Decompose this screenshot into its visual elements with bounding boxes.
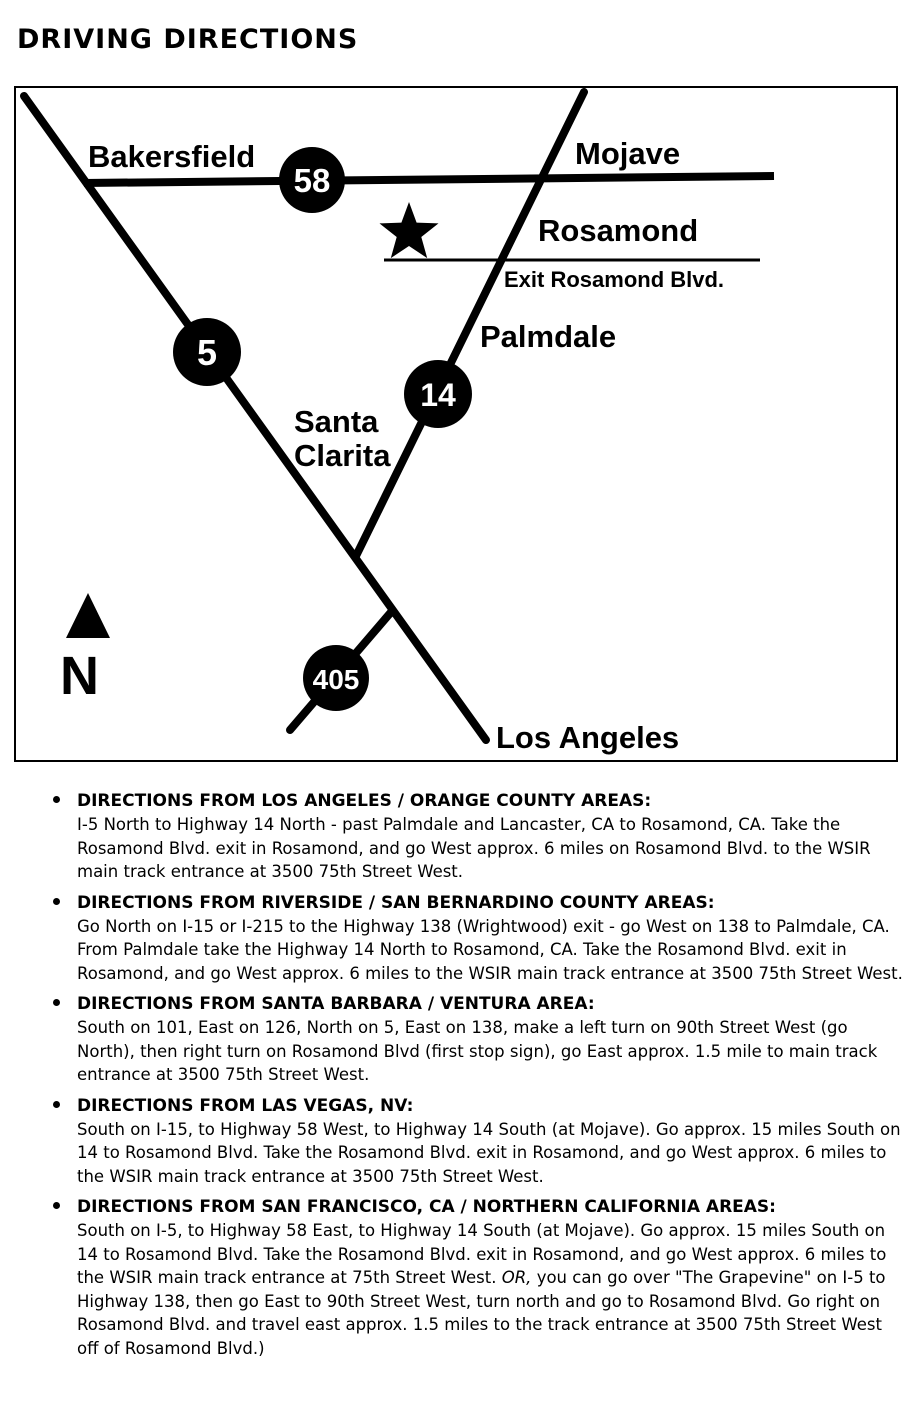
star-icon <box>380 202 439 258</box>
direction-body-part: South on I-5, to Highway 58 East, to Highway 14 South (at Mojave). Go approx. 15 miles South on 14 to Rosamond Blvd. Take the Rosamond Blvd. exit in Rosamond, and go West approx. 6 miles to the WSIR main track entrance at 75th Street West. <box>77 1221 887 1287</box>
bullet-icon <box>53 1202 60 1209</box>
directions-list <box>48 790 908 1368</box>
direction-body <box>77 1219 908 1360</box>
shield-14 <box>404 360 472 428</box>
direction-heading: DIRECTIONS FROM RIVERSIDE / SAN BERNARDINO COUNTY AREAS: <box>77 892 715 913</box>
label-clarita: Clarita <box>294 438 391 473</box>
label-mojave: Mojave <box>575 136 681 171</box>
direction-body: South on 101, East on 126, North on 5, East on 138, make a left turn on 90th Street West (go North), then right turn on Rosamond Blvd (first stop sign), go East approx. 1.5 mile to main track entrance at 3500 75th Street West. <box>77 1018 878 1084</box>
bullet-icon <box>53 999 60 1006</box>
highway-58-road <box>84 176 774 183</box>
label-rosamond: Rosamond <box>538 213 699 248</box>
direction-body: I-5 North to Highway 14 North - past Palmdale and Lancaster, CA to Rosamond, CA. Take the Rosamond Blvd. exit in Rosamond, and go West approx. 6 miles on Rosamond Blvd. to the WSIR main track entrance at 3500 75th Street West. <box>77 815 871 881</box>
direction-body-part: you can go over "The Grapevine" on I-5 to Highway 138, then go East to 90th Street West, turn north and go to Rosamond Blvd. Go right on Rosamond Blvd. and travel east approx. 1.5 miles to the track entrance at 3500 75th Street West off of Rosamond Blvd.) <box>77 1268 886 1358</box>
direction-riverside <box>48 892 908 986</box>
shield-58-label: 58 <box>293 162 331 199</box>
label-bakersfield: Bakersfield <box>88 139 256 174</box>
direction-heading: DIRECTIONS FROM SANTA BARBARA / VENTURA AREA: <box>77 994 595 1014</box>
shield-5-label: 5 <box>196 332 218 373</box>
direction-santa-barbara <box>48 993 908 1087</box>
direction-heading: DIRECTIONS FROM SAN FRANCISCO, CA / NORTHERN CALIFORNIA AREAS: <box>77 1197 776 1217</box>
label-palmdale: Palmdale <box>480 319 617 354</box>
bullet-icon <box>53 1101 60 1108</box>
direction-heading: DIRECTIONS FROM LOS ANGELES / ORANGE COUNTY AREAS: <box>77 791 652 811</box>
direction-los-angeles <box>48 790 908 884</box>
bullet-icon <box>53 796 60 803</box>
shield-58 <box>279 147 345 213</box>
direction-san-francisco <box>48 1196 908 1360</box>
direction-body: Go North on I-15 or I-215 to the Highway 138 (Wrightwood) exit - go West on 138 to Palmdale, CA. From Palmdale take the Highway 14 North to Rosamond, CA. Take the Rosamond Blvd. exit in Rosamond, and go West approx. 6 miles to the WSIR main track entrance at 3500 75th Street West. <box>77 916 903 983</box>
shield-405-label: 405 <box>312 664 360 695</box>
label-los-angeles: Los Angeles <box>496 720 680 755</box>
shield-14-label: 14 <box>420 377 456 413</box>
direction-heading: DIRECTIONS FROM LAS VEGAS, NV: <box>77 1095 414 1116</box>
label-santa: Santa <box>294 404 379 439</box>
route-map <box>14 86 898 762</box>
shield-5 <box>173 318 241 386</box>
or-label: OR, <box>501 1268 532 1287</box>
shield-405 <box>303 645 369 711</box>
page-title: DRIVING DIRECTIONS <box>17 24 359 55</box>
north-arrow-icon <box>66 593 110 638</box>
label-exit-rosamond-blvd: Exit Rosamond Blvd. <box>504 267 725 292</box>
label-north: N <box>60 646 99 706</box>
bullet-icon <box>53 898 60 905</box>
direction-body: South on I-15, to Highway 58 West, to Highway 14 South (at Mojave). Go approx. 15 miles South on 14 to Rosamond Blvd. Take the Rosamond Blvd. exit in Rosamond, and go West approx. 6 miles to the WSIR main track entrance at 3500 75th Street West. <box>77 1119 901 1186</box>
direction-las-vegas <box>48 1095 908 1189</box>
